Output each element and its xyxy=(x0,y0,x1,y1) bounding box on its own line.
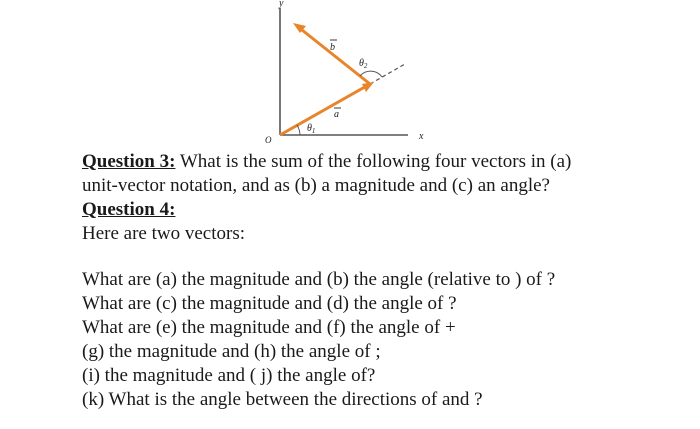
label-theta1: $\theta_1$ xyxy=(307,123,316,135)
vector-a xyxy=(280,84,370,135)
q4-line-3: What are (e) the magnitude and (f) the angle of + xyxy=(82,317,456,338)
q4-line-1: What are (a) the magnitude and (b) the angle (relative to ) of ? xyxy=(82,269,556,290)
label-y: y xyxy=(279,0,284,9)
q4-intro: Here are two vectors: xyxy=(82,223,246,244)
q3-line-1 xyxy=(82,150,571,174)
theta2-arc xyxy=(360,71,382,77)
label-theta2: $\theta_2$ xyxy=(359,58,368,70)
label-x: x xyxy=(419,131,424,142)
q4-line-2: What are (c) the magnitude and (d) the angle of ? xyxy=(82,293,457,314)
vector-b xyxy=(297,26,370,84)
q3-title: Question 3: xyxy=(82,151,176,172)
q4-line-5: (i) the magnitude and ( j) the angle of? xyxy=(82,365,376,386)
label-b: b xyxy=(330,42,335,53)
q4-line-6: (k) What is the angle between the directions of and ? xyxy=(82,389,483,410)
dashed-extension xyxy=(370,64,405,84)
label-a: a xyxy=(334,109,339,120)
q4-line-4: (g) the magnitude and (h) the angle of ; xyxy=(82,341,381,362)
label-origin: O xyxy=(265,135,272,145)
vector-diagram xyxy=(0,0,700,150)
q3-text-1: What is the sum of the following four vectors in (a) xyxy=(175,151,572,172)
q3-line-2: unit-vector notation, and as (b) a magnitude and (c) an angle? xyxy=(82,175,550,196)
theta1-arc xyxy=(297,125,300,135)
q4-title: Question 4: xyxy=(82,199,176,220)
